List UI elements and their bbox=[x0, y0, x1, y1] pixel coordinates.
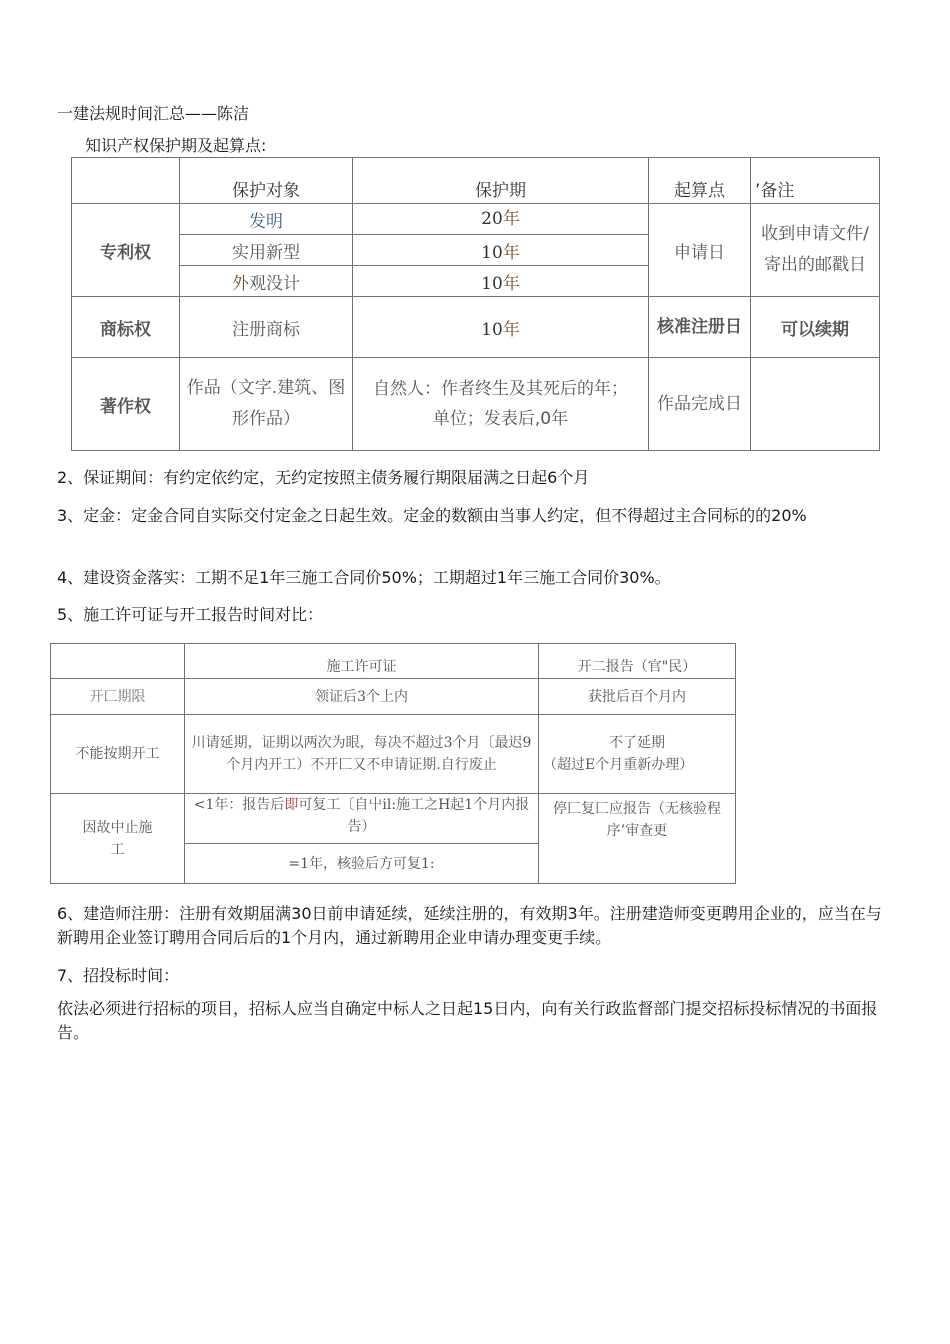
object-cell: 发明 bbox=[180, 204, 353, 235]
header-cell bbox=[72, 158, 180, 204]
table-row bbox=[72, 297, 880, 358]
permit-cell: <1年：报告后即可复工〔自屮il:施工之H起1个月内报告） bbox=[185, 794, 539, 844]
paragraph-7: 7、招投标时间： bbox=[57, 966, 180, 985]
start-cell: 核准注册日 bbox=[649, 297, 751, 358]
table-row bbox=[72, 358, 880, 451]
paragraph-6: 6、建造师注册：注册有效期届满30日前申请延续，延续注册的，有效期3年。注册建造师变更聘用企业的，应当在与新聘用企业签订聘用合同后后的1个月内，通过新聘用企业申请办理变更手续。 bbox=[57, 904, 882, 947]
note-cell: 可以续期 bbox=[751, 297, 880, 358]
note-cell bbox=[751, 358, 880, 451]
row-label: 商标权 bbox=[72, 297, 180, 358]
paragraph-4: 4、建设资金落实：工期不足1年三施工合同价50%；工期超过1年三施工合同价30%。 bbox=[57, 568, 671, 587]
paragraph-5: 5、施工许可证与开工报告时间对比： bbox=[57, 605, 324, 624]
permit-cell: 领证后3个上内 bbox=[185, 679, 539, 715]
permit-cell: =1年，核验后方可复1: bbox=[185, 844, 539, 884]
paragraph-8: 依法必须进行招标的项目，招标人应当自确定中标人之日起15日内，向有关行政监督部门提交招标投标情况的书面报告。 bbox=[57, 999, 878, 1042]
object-cell: 注册商标 bbox=[180, 297, 353, 358]
object-cell: 实用新型 bbox=[180, 235, 353, 266]
header-cell: 开二报告（官"民） bbox=[539, 644, 736, 679]
row-label: 著作权 bbox=[72, 358, 180, 451]
report-cell: 获批后百个月内 bbox=[539, 679, 736, 715]
header-cell: ’备注 bbox=[751, 158, 880, 204]
object-cell: 外观没计 bbox=[180, 266, 353, 297]
table-row bbox=[51, 715, 736, 794]
row-label: 专利权 bbox=[72, 204, 180, 297]
header-cell bbox=[51, 644, 185, 679]
ip-protection-table bbox=[71, 157, 880, 451]
period-cell: 20年 bbox=[353, 204, 649, 235]
period-cell: 10年 bbox=[353, 235, 649, 266]
report-cell: 不了延期 （超过E个月重新办理） bbox=[539, 715, 736, 794]
period-cell: 10年 bbox=[353, 266, 649, 297]
header-cell: 保护对象 bbox=[180, 158, 353, 204]
start-cell: 作品完成日 bbox=[649, 358, 751, 451]
row-label: 因故中止施工 bbox=[51, 794, 185, 884]
paragraph-3: 3、定金：定金合同自实际交付定金之日起生效。定金的数额由当事人约定，但不得超过主合同标的的20% bbox=[57, 506, 807, 525]
period-cell: 自然人：作者终生及其死后的年； 单位；发表后,0年 bbox=[353, 358, 649, 451]
permit-comparison-table bbox=[50, 643, 736, 884]
start-cell: 申请日 bbox=[649, 204, 751, 297]
section-subtitle: 知识产权保护期及起算点: bbox=[85, 136, 267, 155]
page-title: 一建法规时间汇总——陈洁 bbox=[57, 104, 250, 123]
header-cell: 起算点 bbox=[649, 158, 751, 204]
permit-cell: 川请延期，证期以两次为眼，每决不超过3个月〔最迟9个月内开工）不开匚又不申请证期.自行废止 bbox=[185, 715, 539, 794]
row-label: 开匚期限 bbox=[51, 679, 185, 715]
table-row bbox=[51, 679, 736, 715]
table-header-row bbox=[51, 644, 736, 679]
object-cell: 作品（文字.建筑、图形作品） bbox=[180, 358, 353, 451]
note-cell: 收到申请文件/寄出的邮戳日 bbox=[751, 204, 880, 297]
header-cell: 施工许可证 bbox=[185, 644, 539, 679]
row-label: 不能按期开工 bbox=[51, 715, 185, 794]
paragraph-2: 2、保证期间：有约定依约定，无约定按照主债务履行期限届满之日起6个月 bbox=[57, 468, 590, 487]
table-header-row bbox=[72, 158, 880, 204]
header-cell: 保护期 bbox=[353, 158, 649, 204]
period-cell: 10年 bbox=[353, 297, 649, 358]
table-row bbox=[51, 794, 736, 844]
table-row bbox=[72, 204, 880, 235]
report-cell: 停匚复匚应报告（无核验程序’审查更 bbox=[539, 794, 736, 884]
